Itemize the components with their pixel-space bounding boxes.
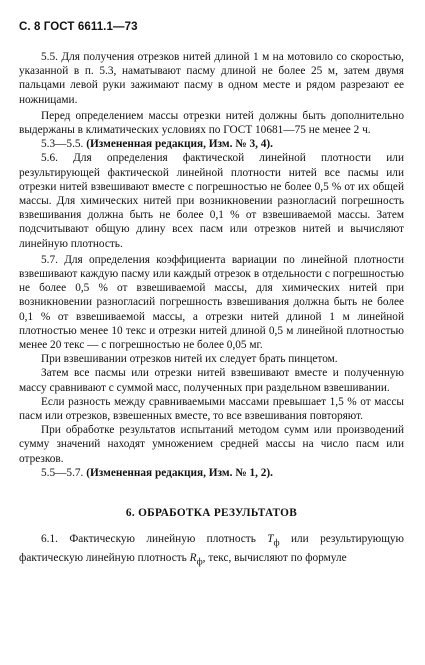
paragraph-conditioning: Перед определением массы отрезки нитей должны быть дополнительно выдержаны в климатических условиях по ГОСТ 10681—75 не менее 2 ч. [19, 109, 404, 137]
p61-pre: 6.1. Фактическую линейную плотность [41, 533, 268, 546]
section-title: 6. ОБРАБОТКА РЕЗУЛЬТАТОВ [125, 507, 298, 520]
p61-post: , текс, вычисляют по формуле [202, 551, 347, 564]
symbol-t-sub: ф [273, 538, 280, 549]
edition-note-2-text: (Измененная редакция, Изм. № 1, 2). [86, 466, 273, 479]
edition-note-2-number: 5.5—5.7. [41, 466, 84, 479]
edition-note-1-text: (Измененная редакция, Изм. № 3, 4). [86, 138, 273, 151]
edition-note-1 [19, 137, 404, 151]
paragraph-compare: Затем все пасмы или отрезки нитей взвешивают вместе и полученную массу сравнивают с суммой масс, полученных при раздельном взвешивании. [19, 367, 404, 394]
symbol-r-sub: ф [196, 557, 203, 567]
page-header: С. 8 ГОСТ 6611.1—73 [19, 21, 138, 33]
paragraph-5-5: 5.5. Для получения отрезков нитей длиной 1 м на мотовило со скоростью, указанной в п. 5.3, наматывают пасму длиной не более 25 м, затем двумя пальцами левой руки зажимают пасму в одном месте и рядом разрезают ее ножницами. [19, 51, 404, 106]
paragraph-processing: При обработке результатов испытаний методом сумм или производений сумму значений находят умножением средней массы на число пасм или отрезков. [19, 424, 404, 465]
paragraph-6-1 [19, 532, 404, 569]
paragraph-difference: Если разность между сравниваемыми массами превышает 1,5 % от массы пасм или отрезков, взвешенных вместе, то все взвешивания повторяют. [19, 395, 404, 423]
symbol-r: R [189, 551, 197, 564]
paragraph-tweezers: При взвешивании отрезков нитей их следует брать пинцетом. [41, 353, 338, 366]
edition-note-2 [19, 466, 404, 480]
symbol-t: T [267, 533, 274, 546]
p61-mid: или результирующую фактическую линейную плотность [19, 533, 404, 564]
paragraph-5-7: 5.7. Для определения коэффициента вариации по линейной плотности взвешивают каждую пасму или каждый отрезок в отдельности с погрешностью не более 0,5 % от взвешиваемой массы, для химических нитей при возникновении разногласий погрешность взвешивания должна быть не более 0,1 % от взвешиваемой массы, а отрезки нитей длиной 1 м линейной плотностью менее 10 текс и отрезки нитей длиной 0,5 м линейной плотностью менее 20 текс — с погрешностью не более 0,05 мг. [19, 253, 404, 352]
edition-note-1-number: 5.3—5.5. [41, 138, 84, 151]
paragraph-5-6: 5.6. Для определения фактической линейной плотности или результирующей фактической линейной плотности нитей все пасмы или отрезки нитей взвешивают вместе с погрешностью не более 0,5 % от их общей массы. Для химических нитей при возникновении разногласий погрешность взвешивания должна быть не более 0,1 % от взвешиваемой массы. Затем подсчитывают общую длину всех пасм или отрезков нитей и вычисляют линейную плотность. [19, 152, 404, 250]
document-body [19, 50, 404, 569]
